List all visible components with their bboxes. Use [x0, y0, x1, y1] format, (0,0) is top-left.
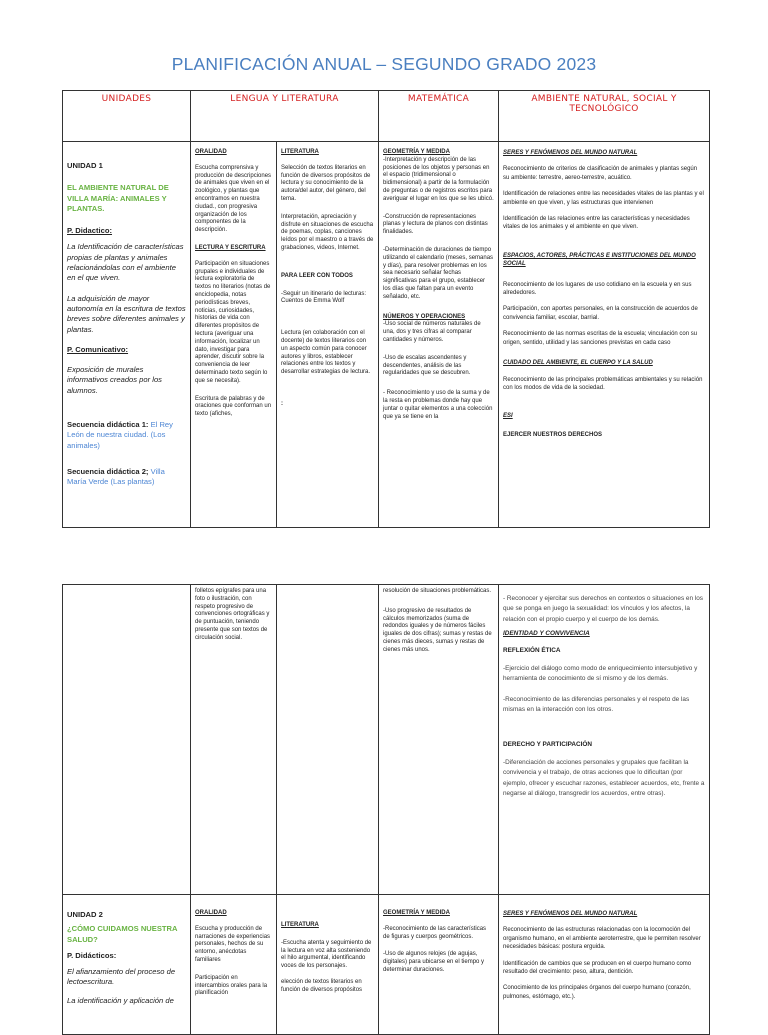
reflexion-text: -Ejercicio del diálogo como modo de enriquecimiento intersubjetivo y herramienta de conocimiento de sí mismo y de los demás. [503, 665, 698, 683]
oralidad-text: Participación en intercambios orales para la planificación [195, 974, 268, 997]
header-ambiente: AMBIENTE NATURAL, SOCIAL Y TECNOLÓGICO [499, 91, 710, 142]
cuidado-text: Reconocimiento de las principales problemáticas ambientales y su relación con los modos de vida de la sociedad. [503, 376, 703, 391]
seres-text: Reconocimiento de las estructuras relacionadas con la locomoción del organismo humano, en el ambiente aeroterrestre, que le permiten resolver necesidades básicas: postura erguida. [503, 927, 701, 951]
esi-heading: ESI [503, 413, 513, 420]
lectura-heading: LECTURA Y ESCRITURA [195, 244, 266, 251]
matematica-cell [379, 142, 499, 528]
literatura-text: elección de textos literarios en función de diversos propósitos [281, 978, 363, 993]
escritura-text: Escritura de palabras y de oraciones que conforman un texto (afiches, [195, 395, 272, 418]
numeros-text: - Reconocimiento y uso de la suma y de la resta en problemas donde hay que juntar o quitar elementos a una colección que ya se tiene en la [383, 390, 493, 420]
oralidad-heading: ORALIDAD [195, 910, 227, 916]
derecho-heading: DERECHO Y PARTICIPACIÓN [503, 740, 593, 748]
p-didactico-text: La Identificación de características propias de plantas y animales relacionándolas con el ambiente en el que viven. [67, 242, 184, 283]
header-lengua: LENGUA Y LITERATURA [191, 91, 379, 142]
geometria-heading: GEOMETRÍA Y MEDIDA [383, 910, 450, 916]
geometria-text: -Determinación de duraciones de tiempo utilizando el calendario (meses, semanas y días), para resolver problemas en los sea necesario señalar fechas significativas para el grupo, establecer los días que faltan para un evento señalado, etc. [383, 246, 494, 300]
reflexion-heading: REFLEXIÓN ÉTICA [503, 646, 561, 654]
unit-title: ¿CÓMO CUIDAMOS NUESTRA SALUD? [67, 924, 178, 944]
numeros-text: -Uso progresivo de resultados de cálculos memorizados (suma de redondos iguales y de números fáciles iguales de dos cifras); sumas y restas de cienes más dieces, sumas y restas de cienes más unos. [383, 607, 492, 653]
seres-heading: SERES Y FENÓMENOS DEL MUNDO NATURAL [503, 150, 638, 156]
literatura-text: Selección de textos literarios en función de diversos propósitos de lectura y su conocimiento de la autora/del autor, del género, del tema. [281, 164, 371, 202]
oralidad-text: Escucha y producción de narraciones de experiencias personales, hechos de su entorno, anécdotas familiares [195, 925, 271, 963]
plan-table-2 [62, 584, 710, 1035]
literatura-heading: LITERATURA [281, 149, 319, 155]
ambiente-cell [499, 895, 710, 1035]
lengua-oralidad-cell [191, 142, 277, 528]
unit-label: UNIDAD 1 [67, 161, 103, 170]
table-header-row [63, 91, 710, 142]
p-didactico-text: La adquisición de mayor autonomía en la escritura de textos breves sobre diferentes animales y plantas. [67, 293, 186, 334]
derecho-text: -Diferenciación de acciones personales y grupales que facilitan la convivencia y el trabajo, de otras acciones que lo dificultan (por ejemplo, ofrecer y escuchar razones, establecer acuerdos, etc, frente a negarse al diálogo, transgredir los acuerdos, entre otras). [503, 759, 705, 798]
literatura-heading: LITERATURA [281, 922, 319, 928]
literatura-text: -Escucha atenta y seguimiento de la lectura en voz alta sosteniendo el hilo argumental, identificando voces de los personajes. [281, 939, 372, 970]
oralidad-text: Escucha comprensiva y producción de descripciones de animales que viven en el zoológico, y plantas que encontramos en nuestra ciudad., con progresiva organización de los componentes de la descripción. [195, 164, 272, 234]
esi-text: - Reconocer y ejercitar sus derechos en contextos o situaciones en los que se ponga en juego la sexualidad: los vínculos y los afectos, la relación con el propio cuerpo y el cuerpo de los demás. [503, 595, 703, 623]
colon-mark: : [281, 400, 283, 407]
ejercer-heading: EJERCER NUESTROS DERECHOS [503, 431, 603, 438]
p-comunicativo-text: Exposición de murales informativos creados por los alumnos. [67, 365, 162, 395]
p-didacticos-label: P. Didácticos: [67, 950, 117, 960]
p-didactico-text: El afianzamiento del proceso de lectoescritura. [67, 967, 176, 987]
lengua-literatura-cell [277, 142, 379, 528]
reflexion-text: -Reconocimiento de las diferencias personales y el respeto de las mismas en la interacción con los otros. [503, 695, 690, 714]
ambiente-cell [499, 142, 710, 528]
unit1-cell [63, 142, 191, 528]
unit-label: UNIDAD 2 [67, 910, 103, 919]
ambiente-continuation-cell [499, 585, 710, 895]
seres-heading: SERES Y FENÓMENOS DEL MUNDO NATURAL [503, 911, 638, 917]
para-leer-text: -Seguir un itinerario de lecturas: Cuentos de Emma Wolf [281, 290, 367, 305]
oralidad-heading: ORALIDAD [195, 149, 227, 155]
numeros-text: -Uso de escalas ascendentes y descendentes, análisis de las regularidades que se descubren. [383, 354, 471, 377]
seres-text: Reconocimiento de criterios de clasificación de animales y plantas según su ambiente: terrestre, aereo-terrestre, acuático. [503, 166, 698, 181]
lengua-oralidad-cell [191, 895, 277, 1035]
espacios-text: Participación, con aportes personales, en la construcción de acuerdos de convivencia familiar, escolar, barrial. [503, 306, 698, 321]
secuencia-1: Secuencia didáctica 1: El Rey León de nuestra ciudad. (Los animales) [67, 420, 173, 450]
geometria-text: -Construcción de representaciones planas y lectura de planos con distintas finalidades. [383, 213, 488, 236]
p-didactico-text: La identificación y aplicación de [67, 995, 174, 1005]
plan-table-1 [62, 90, 710, 528]
para-leer-heading: PARA LEER CON TODOS [281, 272, 353, 279]
identidad-heading: IDENTIDAD Y CONVIVENCIA [503, 630, 590, 638]
colaboracion-text: Lectura (en colaboración con el docente) de textos literarios con un aspecto común para conocer autores y libros, establecer relaciones entre los textos y desarrollar estrategias de lectura. [281, 330, 371, 376]
literatura-continuation-cell [277, 585, 379, 895]
geometria-text: -Uso de algunos relojes (de agujas, digitales) para ubicarse en el tiempo y determinar duraciones. [383, 951, 485, 973]
matematica-continuation-cell [379, 585, 499, 895]
unit2-cell [63, 895, 191, 1035]
seres-text: Identificación de las relaciones entre las características y necesidades vitales de los animales y el ambiente en que viven. [503, 216, 690, 231]
numeros-text: -Uso social de números naturales de una, dos y tres cifras al comparar cantidades y números. [383, 321, 481, 343]
seres-text: Conocimiento de los principales órganos del cuerpo humano (corazón, pulmones, estómago, etc.). [503, 985, 691, 1000]
lengua-literatura-cell [277, 895, 379, 1035]
header-matematica: MATEMÁTICA [379, 91, 499, 142]
espacios-heading: ESPACIOS, ACTORES, PRÁCTICAS E INSTITUCIONES DEL MUNDO SOCIAL [503, 252, 696, 268]
seres-text: Identificación de cambios que se producen en el cuerpo humano como resultado del crecimiento: peso, altura, dentición. [503, 960, 692, 976]
escritura-continuation-text: folletos epígrafes para una foto o ilustración, con respeto progresivo de convenciones ortográficas y de puntuación, teniendo presente que son textos de circulación social. [195, 588, 270, 641]
unit-title: EL AMBIENTE NATURAL DE VILLA MARÍA: ANIMALES Y PLANTAS. [67, 183, 169, 213]
lectura-text: Participación en situaciones grupales e individuales de lectura exploratoria de textos no literarios (notas de enciclopedia, notas periodísticas breves, noticias, curiosidades, historias de vida con diferentes propósitos de lectura (averiguar una información, localizar un dato, investigar para aprender, discutir sobre la conveniencia de leer determinado texto según lo que se necesita). [195, 260, 271, 384]
table-row [63, 142, 710, 528]
geometria-text: -Interpretación y descripción de las posiciones de los objetos y personas en el espacio (tridimensional o bidimensional) a partir de la formulación de preguntas o de registros escritos para averiguar el lugar en los que se les ubicó. [383, 156, 494, 202]
espacios-text: Reconocimiento de las normas escritas de la escuela; vinculación con su origen, sentido, utilidad y las sanciones previstas en cada caso [503, 331, 698, 346]
geometria-text: -Reconocimiento de las características de figuras y cuerpos geométricos. [383, 925, 487, 940]
literatura-text: Interpretación, apreciación y disfrute en situaciones de escucha de poemas, coplas, canciones leídos por el maestro o a través de grabaciones, videos, Internet. [281, 213, 374, 251]
espacios-text: Reconocimiento de los lugares de uso cotidiano en la escuela y en sus alrededores. [503, 281, 692, 297]
unit-cell-empty [63, 585, 191, 895]
table-row [63, 585, 710, 895]
p-comunicativo-label: P. Comunicativo: [67, 344, 129, 354]
numeros-heading: NÚMEROS Y OPERACIONES [383, 313, 466, 320]
table-row [63, 895, 710, 1035]
numeros-text: resolución de situaciones problemáticas. [383, 588, 492, 594]
p-didactico-label: P. Didactico: [67, 226, 113, 236]
page-title: PLANIFICACIÓN ANUAL – SEGUNDO GRADO 2023 [171, 54, 597, 74]
geometria-heading: GEOMETRÍA Y MEDIDA [383, 149, 450, 155]
secuencia-2: Secuencia didáctica 2; Villa María Verde (Las plantas) [67, 466, 165, 487]
seres-text: Identificación de relaciones entre las necesidades vitales de las plantas y el ambiente en que viven, y las estructuras que intervienen [503, 191, 704, 206]
header-unidades: UNIDADES [63, 91, 191, 142]
matematica-cell [379, 895, 499, 1035]
lengua-continuation-cell [191, 585, 277, 895]
cuidado-heading: CUIDADO DEL AMBIENTE, EL CUERPO Y LA SALUD [503, 360, 653, 367]
